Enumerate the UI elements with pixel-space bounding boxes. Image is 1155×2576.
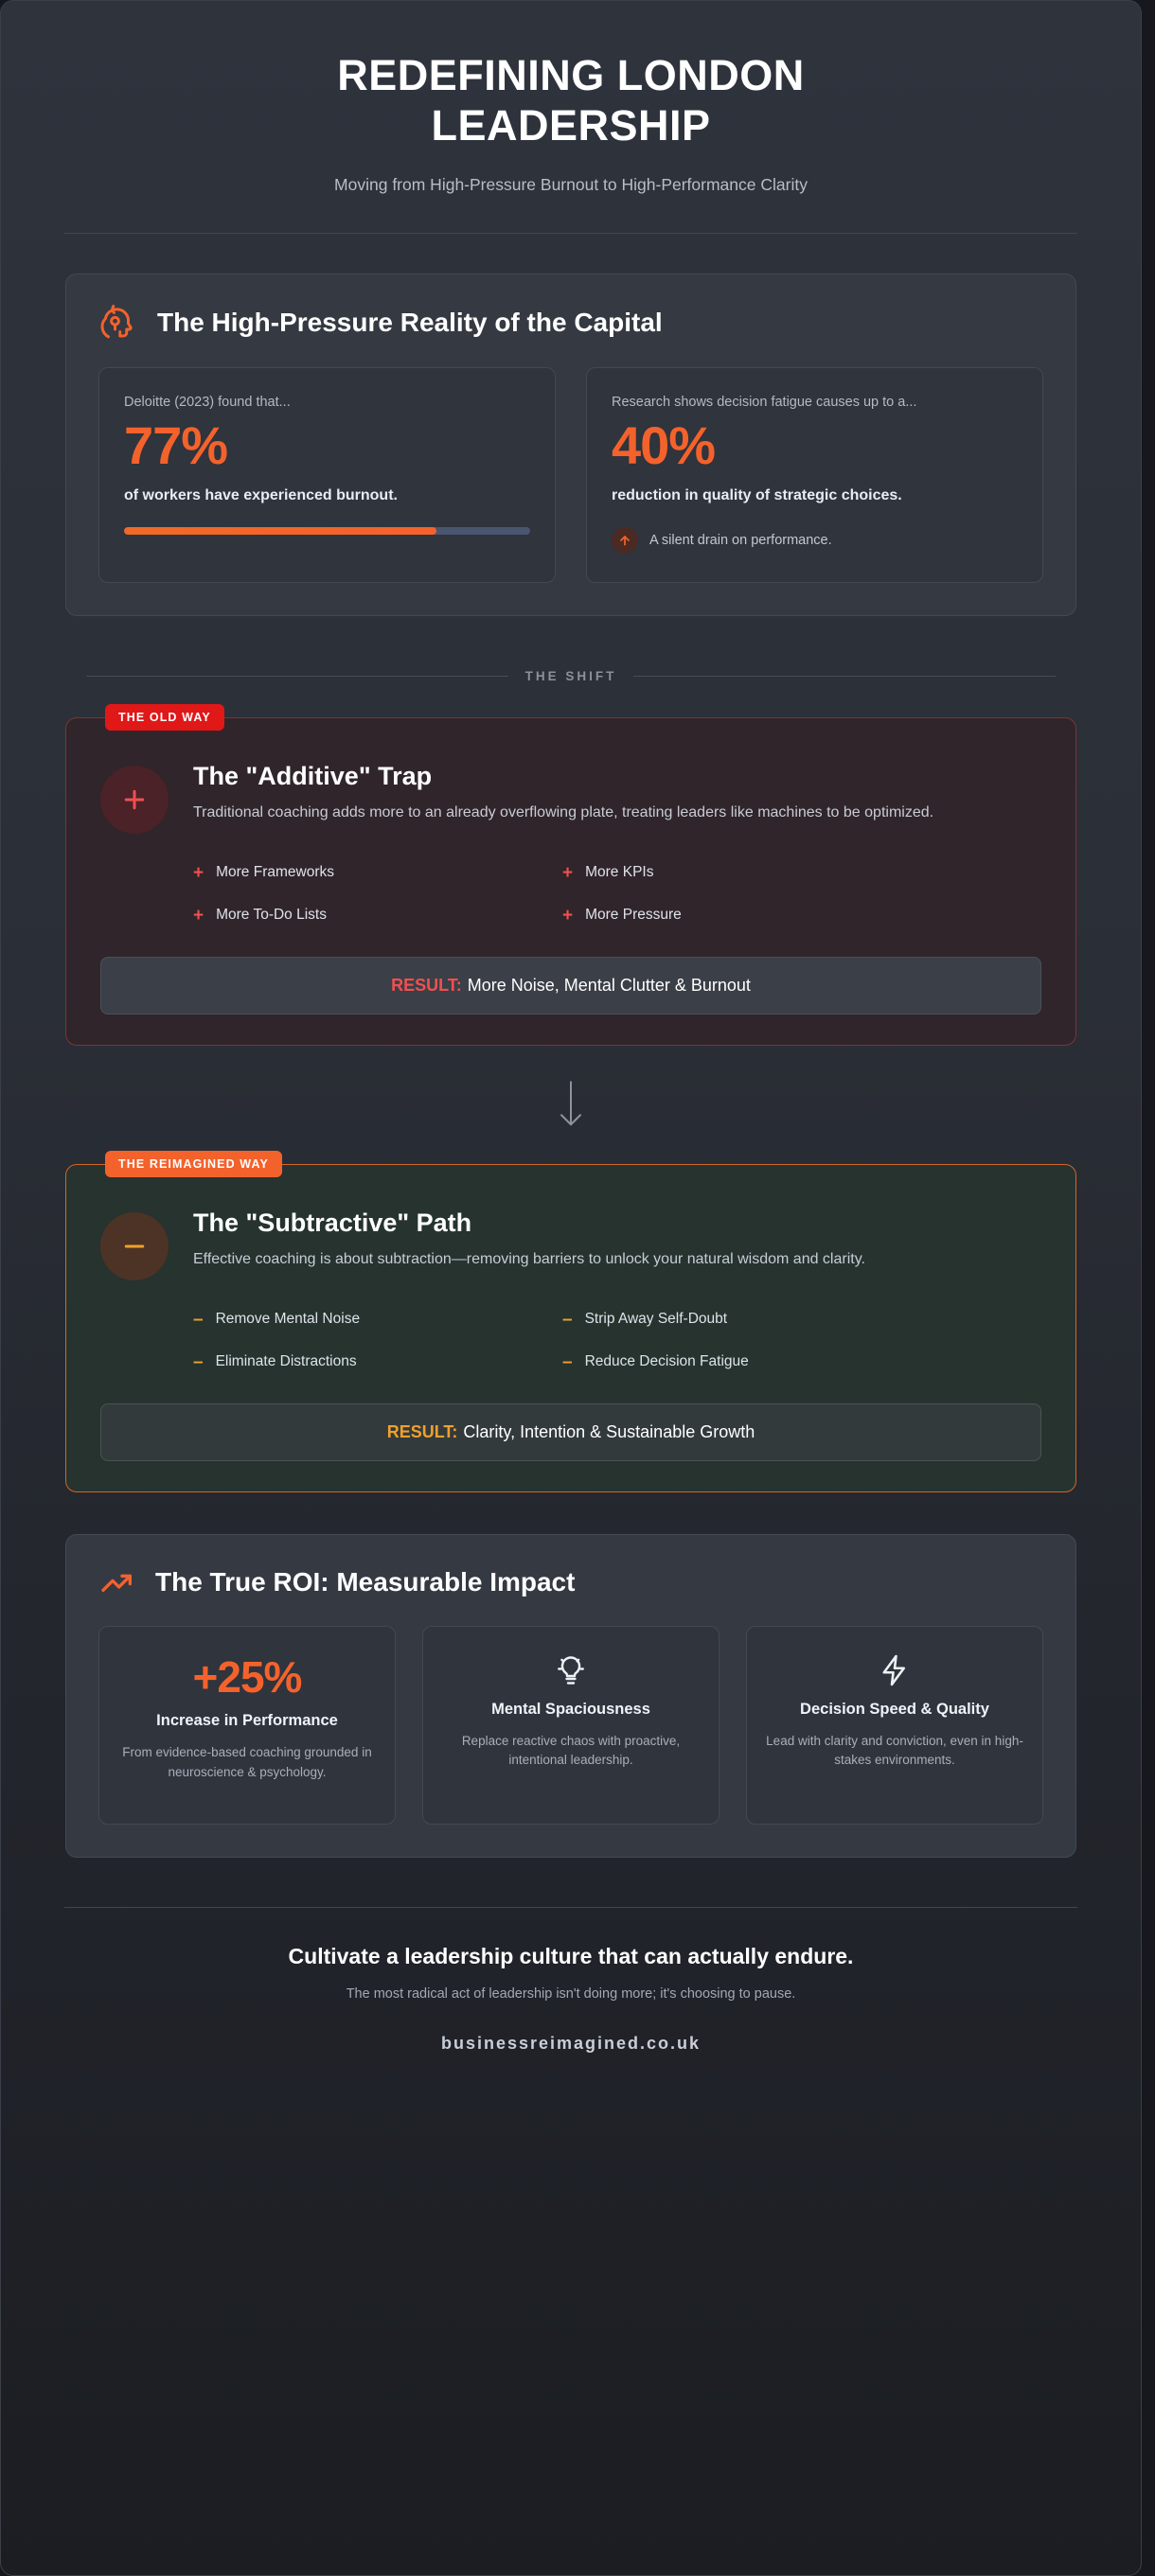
arrow-up-circle-icon [612, 527, 638, 554]
list-item-label: Strip Away Self-Doubt [584, 1311, 728, 1328]
minus-circle-icon [100, 1212, 169, 1280]
old-way-tag: THE OLD WAY [105, 704, 224, 731]
roi-card-title: Increase in Performance [156, 1712, 338, 1730]
result-label: RESULT: [391, 975, 462, 995]
result-value: Clarity, Intention & Sustainable Growth [463, 1421, 755, 1441]
list-item [193, 1311, 543, 1329]
footer-subline: The most radical act of leadership isn't doing more; it's choosing to pause. [346, 1985, 796, 2002]
burnout-head-icon [98, 303, 138, 343]
reality-section [1, 273, 1141, 616]
list-item [562, 907, 913, 925]
list-item-label: Reduce Decision Fatigue [584, 1353, 749, 1370]
stat-label: Deloitte (2023) found that... [124, 395, 291, 411]
minus-sign-icon: – [562, 1351, 573, 1372]
list-item [193, 1353, 543, 1371]
minus-sign-icon: – [562, 1309, 573, 1330]
stat-description: of workers have experienced burnout. [124, 486, 398, 503]
roi-card-grid [98, 1626, 1043, 1825]
old-way-title: The "Additive" Trap [193, 761, 433, 790]
roi-card-decision-speed [746, 1626, 1043, 1825]
new-way-bullets [193, 1311, 913, 1371]
new-way-section [1, 1156, 1141, 1492]
stat-number: 77% [124, 415, 228, 476]
stat-card-decision-fatigue [586, 367, 1043, 583]
roi-section [1, 1534, 1141, 1858]
new-way-wrapper [65, 1156, 1076, 1492]
old-way-bullets [193, 864, 913, 925]
reality-title: The High-Pressure Reality of the Capital [157, 308, 663, 338]
footer-website[interactable]: businessreimagined.co.uk [440, 2033, 702, 2053]
list-item-label: Remove Mental Noise [215, 1311, 361, 1328]
reality-panel-header [98, 303, 1043, 367]
roi-card-title: Mental Spaciousness [491, 1700, 650, 1718]
list-item [562, 864, 913, 882]
new-way-header [100, 1209, 1041, 1280]
shift-line-left [86, 676, 508, 677]
progress-bar-fill [124, 527, 436, 535]
list-item-label: More Pressure [585, 907, 682, 924]
list-item-label: More To-Do Lists [216, 907, 327, 924]
page-title: REDEFINING LONDON LEADERSHIP [337, 51, 805, 150]
list-item-label: More KPIs [585, 864, 654, 881]
roi-card-description: From evidence-based coaching grounded in neuroscience & psychology. [122, 1745, 372, 1779]
new-way-description: Effective coaching is about subtraction—removing barriers to unlock your natural wisdom and clarity. [193, 1250, 865, 1267]
old-way-card [65, 717, 1076, 1046]
reality-stat-grid [98, 367, 1043, 583]
old-way-result [100, 957, 1041, 1015]
list-item [193, 907, 543, 925]
arrow-down-icon [1, 1078, 1141, 1136]
new-way-result [100, 1403, 1041, 1461]
stat-note [612, 527, 1018, 554]
old-way-description: Traditional coaching adds more to an already overflowing plate, treating leaders like machines to be optimized. [193, 803, 934, 820]
shift-label: THE SHIFT [524, 668, 617, 683]
list-item [562, 1311, 913, 1329]
shift-divider [1, 669, 1141, 683]
plus-sign-icon: + [562, 905, 574, 926]
roi-card-title: Decision Speed & Quality [800, 1700, 989, 1718]
minus-sign-icon: – [193, 1351, 204, 1372]
lightning-bolt-icon [766, 1653, 1023, 1687]
new-way-title: The "Subtractive" Path [193, 1208, 472, 1237]
roi-panel-header [98, 1563, 1043, 1626]
roi-card-description: Replace reactive chaos with proactive, intentional leadership. [461, 1733, 681, 1768]
roi-card-description: Lead with clarity and conviction, even in high-stakes environments. [766, 1733, 1023, 1768]
minus-sign-icon: – [193, 1309, 204, 1330]
roi-panel [65, 1534, 1076, 1858]
list-item-label: Eliminate Distractions [215, 1353, 357, 1370]
new-way-tag: THE REIMAGINED WAY [105, 1151, 282, 1177]
stat-card-burnout [98, 367, 556, 583]
old-way-section [1, 710, 1141, 1046]
list-item [193, 864, 543, 882]
plus-sign-icon: + [562, 862, 574, 883]
shift-line-right [633, 676, 1056, 677]
stat-description: reduction in quality of strategic choices. [612, 486, 902, 503]
old-way-wrapper [65, 710, 1076, 1046]
roi-card-spaciousness [422, 1626, 720, 1825]
new-way-card [65, 1164, 1076, 1492]
plus-sign-icon: + [193, 862, 204, 883]
list-item [562, 1353, 913, 1371]
trending-up-icon [98, 1563, 136, 1601]
result-label: RESULT: [386, 1421, 458, 1441]
reality-panel [65, 273, 1076, 616]
page-subtitle: Moving from High-Pressure Burnout to High-Performance Clarity [334, 175, 808, 195]
roi-title: The True ROI: Measurable Impact [155, 1566, 576, 1597]
lightbulb-icon [442, 1653, 700, 1687]
hero-divider [64, 233, 1077, 234]
plus-circle-icon [100, 766, 169, 834]
roi-card-performance [98, 1626, 396, 1825]
result-value: More Noise, Mental Clutter & Burnout [467, 975, 751, 995]
old-way-header [100, 762, 1041, 834]
footer-headline: Cultivate a leadership culture that can actually endure. [288, 1943, 854, 1968]
stat-note-text: A silent drain on performance. [649, 532, 832, 548]
plus-sign-icon: + [193, 905, 204, 926]
list-item-label: More Frameworks [216, 864, 334, 881]
stat-number: 40% [612, 415, 716, 476]
stat-label: Research shows decision fatigue causes up to a... [612, 395, 917, 411]
roi-metric: +25% [192, 1651, 302, 1702]
hero-section [1, 1, 1141, 195]
progress-bar-track [124, 527, 530, 535]
footer-section [1, 1908, 1141, 2054]
